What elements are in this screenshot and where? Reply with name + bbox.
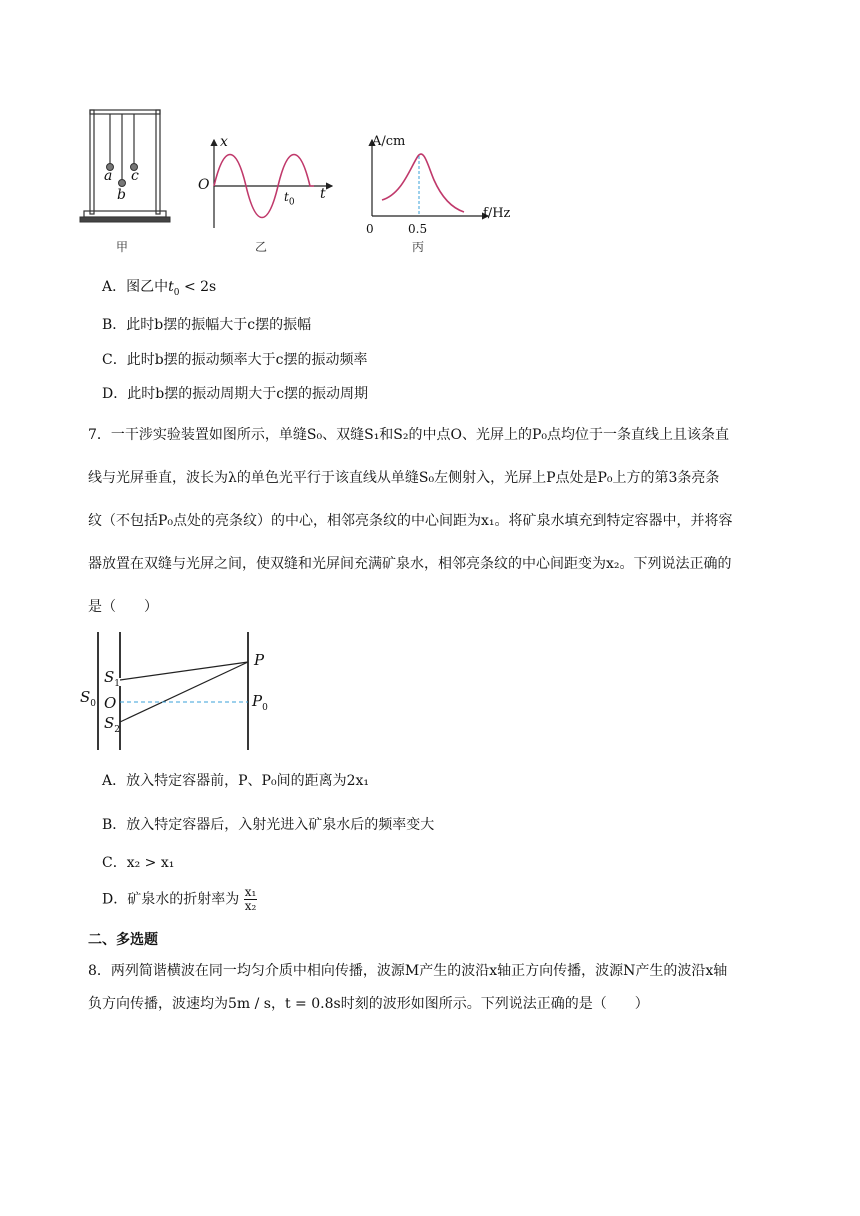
graph-x-label: t bbox=[320, 186, 326, 202]
graph-t0-label: $t_0$ bbox=[284, 190, 295, 208]
label-S2: $S_2$ bbox=[104, 714, 121, 735]
q6-option-a: A．图乙中$t_0 < 2s$ bbox=[102, 279, 217, 298]
q6-option-d: D．此时b摆的振动周期大于c摆的振动周期 bbox=[102, 386, 369, 402]
graph-origin: O bbox=[198, 177, 210, 193]
pendulum-label-c: c bbox=[131, 168, 139, 184]
q7-option-c: C．x₂ > x₁ bbox=[102, 855, 175, 871]
q7-option-a: A．放入特定容器前，P、P₀间的距离为2x₁ bbox=[102, 773, 369, 789]
caption-bing: 丙 bbox=[412, 240, 425, 254]
displacement-time-graph bbox=[196, 136, 336, 232]
label-S0: $S_0$ bbox=[80, 688, 97, 709]
q7-line-5: 是（ ） bbox=[88, 599, 158, 615]
pendulum-label-b: b bbox=[117, 187, 126, 203]
label-O: O bbox=[104, 694, 117, 712]
q7-line-3: 纹（不包括P₀点处的亮条纹）的中心，相邻亮条纹的中心间距为x₁。将矿泉水填充到特定容器中，并将容 bbox=[88, 513, 733, 529]
section-title: 二、多选题 bbox=[88, 932, 158, 948]
graph-y-label: x bbox=[220, 134, 228, 150]
q8-line-1: 8．两列简谐横波在同一均匀介质中相向传播，波源M产生的波沿x轴正方向传播，波源N产生的波沿x轴 bbox=[88, 963, 728, 979]
pendulum-figure bbox=[78, 108, 178, 228]
label-S1: $S_1$ bbox=[104, 668, 121, 689]
label-P: P bbox=[254, 651, 265, 669]
refraction-fraction: $\frac{\text{x₁}}{\text{x₂}}$ bbox=[244, 885, 257, 913]
q7-option-d: D．矿泉水的折射率为 $\frac{\text{x₁}}{\text{x₂}}$ bbox=[102, 885, 257, 913]
caption-yi: 乙 bbox=[255, 240, 268, 254]
curve-y-label: A/cm bbox=[372, 134, 406, 149]
curve-x-label: f/Hz bbox=[483, 206, 511, 221]
curve-origin: 0 bbox=[366, 222, 374, 236]
q8-line-2: 负方向传播，波速均为5m / s，t = 0.8s时刻的波形如图所示。下列说法正确的是（ ） bbox=[88, 996, 649, 1012]
q7-option-b: B．放入特定容器后，入射光进入矿泉水后的频率变大 bbox=[102, 817, 435, 833]
q6-option-c: C．此时b摆的振动频率大于c摆的振动频率 bbox=[102, 352, 368, 368]
pendulum-label-a: a bbox=[104, 168, 113, 184]
caption-jia: 甲 bbox=[116, 240, 129, 254]
q7-line-1: 7．一干涉实验装置如图所示，单缝S₀、双缝S₁和S₂的中点O、光屏上的P₀点均位于一条直线上且该条直 bbox=[88, 427, 730, 443]
q7-line-4: 器放置在双缝与光屏之间，使双缝和光屏间充满矿泉水，相邻亮条纹的中心间距变为x₂。下列说法正确的 bbox=[88, 556, 732, 572]
q7-line-2: 线与光屏垂直，波长为λ的单色光平行于该直线从单缝S₀左侧射入，光屏上P点处是P₀上方的第3条亮条 bbox=[88, 470, 720, 486]
double-slit-figure bbox=[78, 628, 288, 754]
label-P0: $P_0$ bbox=[252, 692, 268, 713]
q6-option-b: B．此时b摆的振幅大于c摆的振幅 bbox=[102, 317, 312, 333]
curve-tick: 0.5 bbox=[408, 222, 428, 236]
